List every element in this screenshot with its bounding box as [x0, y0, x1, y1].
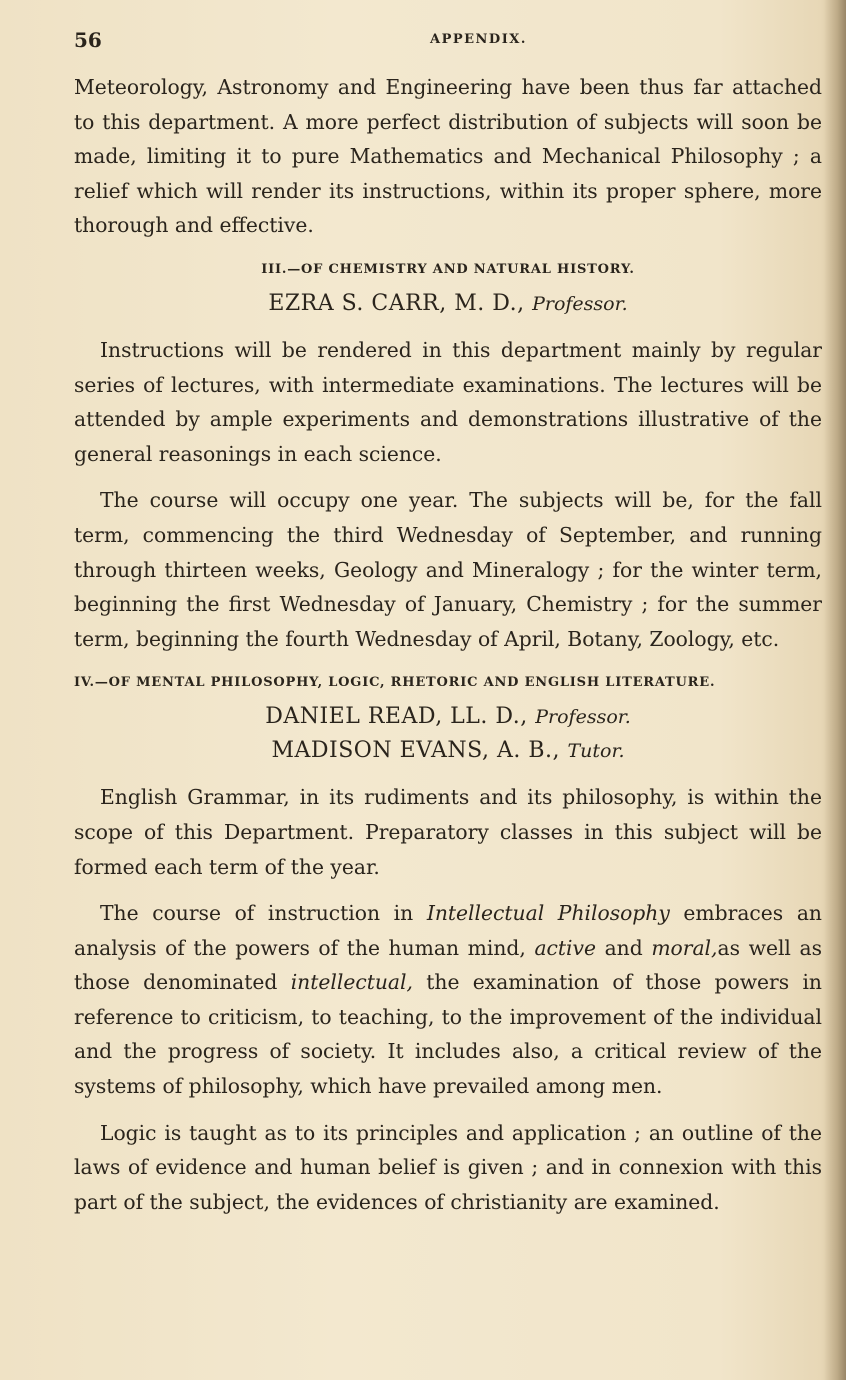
page-header	[74, 28, 814, 58]
italic-run: Intellectual Philosophy	[426, 901, 670, 926]
italic-run: intellectual,	[290, 970, 413, 995]
section-4-professor	[74, 700, 822, 734]
italic-run: moral,	[651, 935, 718, 960]
page-edge-shadow	[824, 0, 846, 1380]
running-head: APPENDIX.	[430, 32, 527, 47]
text-run: embraces an analysis of the powers of the human mind,	[74, 901, 822, 960]
section-4-tutor	[74, 734, 822, 768]
section-4-paragraph-1: English Grammar, in its rudiments and its philosophy, is within the scope of this Department. Preparatory classes in this subject will be formed each term of the year.	[74, 785, 822, 879]
page-number: 56	[74, 28, 102, 52]
page-body	[74, 70, 822, 1219]
professor-name: EZRA S. CARR, M. D.,	[268, 290, 525, 316]
professor-title: Professor.	[535, 706, 631, 729]
professor-name: DANIEL READ, LL. D.,	[265, 704, 528, 730]
section-3-paragraph-2: The course will occupy one year. The subjects will be, for the fall term, commencing the third Wednesday of September, and running through thirteen weeks, Geology and Mineralogy ; for the winter term, beginning the first Wednesday of January, Chemistry ; for the summer term, beginning the fourth Wednesday of April, Botany, Zoology, etc.	[74, 488, 822, 651]
section-3-professor	[74, 287, 822, 321]
text-run: and	[596, 935, 652, 960]
section-3-paragraph-1: Instructions will be rendered in this department mainly by regular series of lectures, with intermediate examinations. The lectures will be attended by ample experiments and demonstrations illustrative of the general reasonings in each science.	[74, 337, 822, 466]
section-3-heading: III.—OF CHEMISTRY AND NATURAL HISTORY.	[261, 261, 635, 277]
italic-run: active	[534, 935, 596, 960]
section-4-paragraph-2	[74, 896, 822, 1104]
section-4-heading: IV.—OF MENTAL PHILOSOPHY, LOGIC, RHETORIC AND ENGLISH LITERATURE.	[74, 675, 716, 691]
intro-paragraph: Meteorology, Astronomy and Engineering have been thus far attached to this department. A more perfect distribution of subjects will soon be made, limiting it to pure Mathematics and Mechanical Philosophy ; a relief which will render its instructions, within its proper sphere, more thorough and effective.	[74, 75, 822, 238]
text-run: the examination of those powers in reference to criticism, to teaching, to the improvement of the individual and the progress of society. It includes also, a critical review of the systems of philosophy, which have prevailed among men.	[74, 970, 822, 1099]
professor-title: Professor.	[532, 292, 628, 315]
section-4-paragraph-3: Logic is taught as to its principles and application ; an outline of the laws of evidence and human belief is given ; and in connexion with this part of the subject, the evidences of christianity are examined.	[74, 1120, 822, 1214]
tutor-name: MADISON EVANS, A. B.,	[271, 738, 560, 764]
text-run: as well as those denominated	[74, 935, 823, 995]
tutor-title: Tutor.	[567, 740, 625, 763]
text-run: The course of instruction in	[100, 901, 427, 926]
